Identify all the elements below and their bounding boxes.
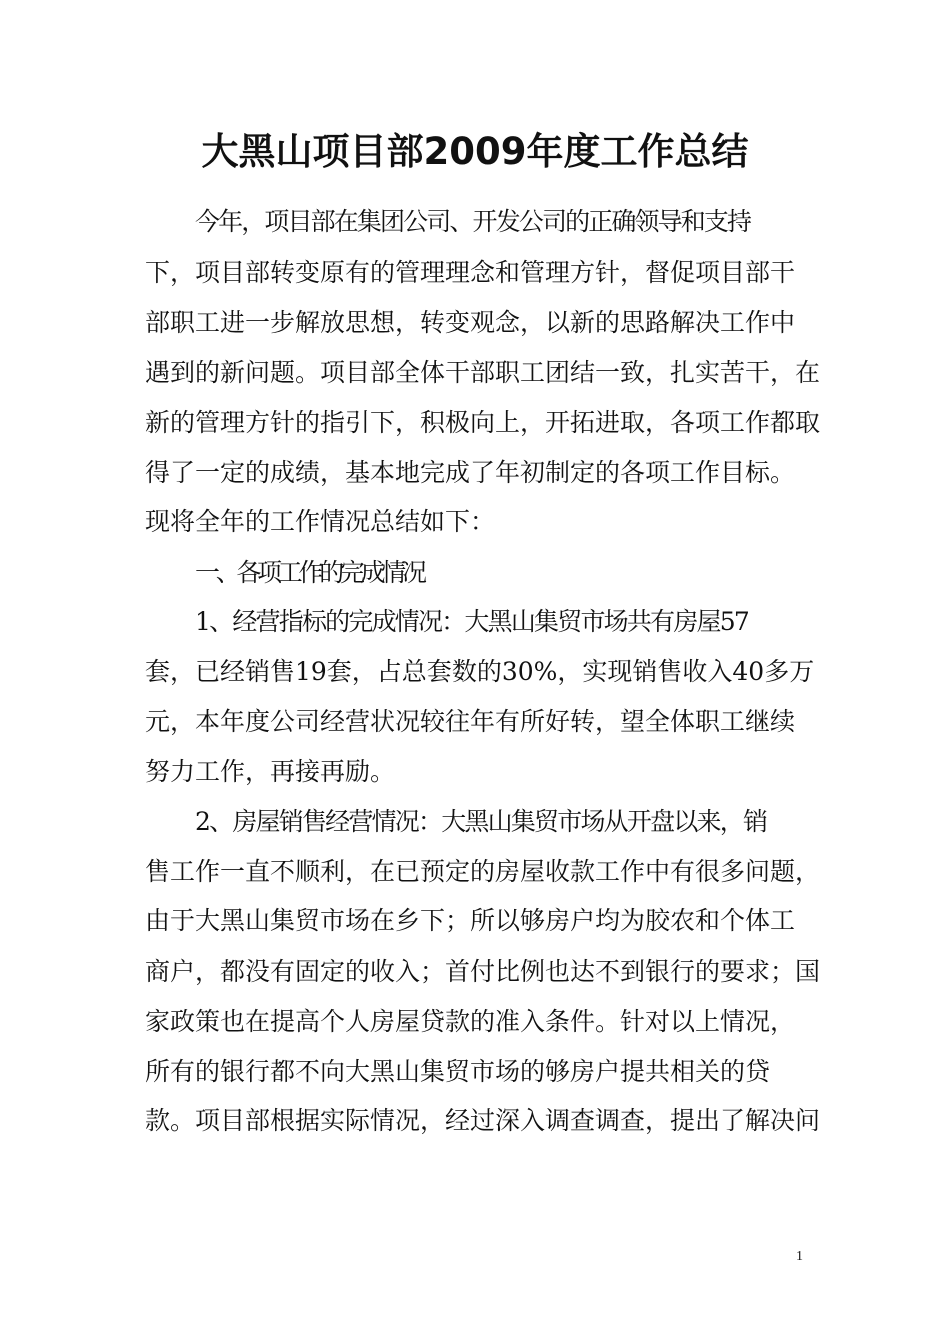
- paragraph-line: 遇到的新问题。项目部全体干部职工团结一致，扎实苦干，在: [145, 358, 821, 387]
- paragraph-line: 新的管理方针的指引下，积极向上，开拓进取，各项工作都取: [145, 408, 821, 437]
- paragraph-line: 下，项目部转变原有的管理理念和管理方针，督促项目部干: [145, 258, 796, 287]
- paragraph-line: 元，本年度公司经营状况较往年有所好转，望全体职工继续: [145, 707, 796, 736]
- paragraph-line: 套，已经销售19套，占总套数的30%，实现销售收入40多万: [145, 657, 815, 686]
- paragraph-line: 所有的银行都不向大黑山集贸市场的够房户提共相关的贷: [145, 1057, 771, 1086]
- paragraph-line: 款。项目部根据实际情况，经过深入调查调查，提出了解决问: [145, 1106, 821, 1135]
- page-number: 1: [796, 1249, 803, 1264]
- section-heading: 一、各项工作的完成情况: [195, 558, 423, 587]
- paragraph-line: 1、经营指标的完成情况：大黑山集贸市场共有房屋57: [195, 607, 748, 636]
- paragraph-line: 商户，都没有固定的收入；首付比例也达不到银行的要求；国: [145, 957, 821, 986]
- paragraph-line: 今年，项目部在集团公司、开发公司的正确领导和支持: [195, 207, 751, 236]
- paragraph-line: 家政策也在提高个人房屋贷款的准入条件。针对以上情况，: [145, 1007, 796, 1036]
- paragraph-line: 由于大黑山集贸市场在乡下；所以够房户均为胶农和个体工: [145, 906, 796, 935]
- paragraph-line: 现将全年的工作情况总结如下：: [145, 507, 496, 536]
- paragraph-line: 部职工进一步解放思想，转变观念，以新的思路解决工作中: [145, 308, 796, 337]
- document-title: 大黑山项目部2009年度工作总结: [201, 130, 749, 173]
- paragraph-line: 得了一定的成绩，基本地完成了年初制定的各项工作目标。: [145, 458, 796, 487]
- paragraph-line: 售工作一直不顺利，在已预定的房屋收款工作中有很多问题，: [145, 857, 821, 886]
- paragraph-line: 努力工作，再接再励。: [145, 757, 396, 786]
- paragraph-line: 2、房屋销售经营情况：大黑山集贸市场从开盘以来，销: [195, 807, 767, 836]
